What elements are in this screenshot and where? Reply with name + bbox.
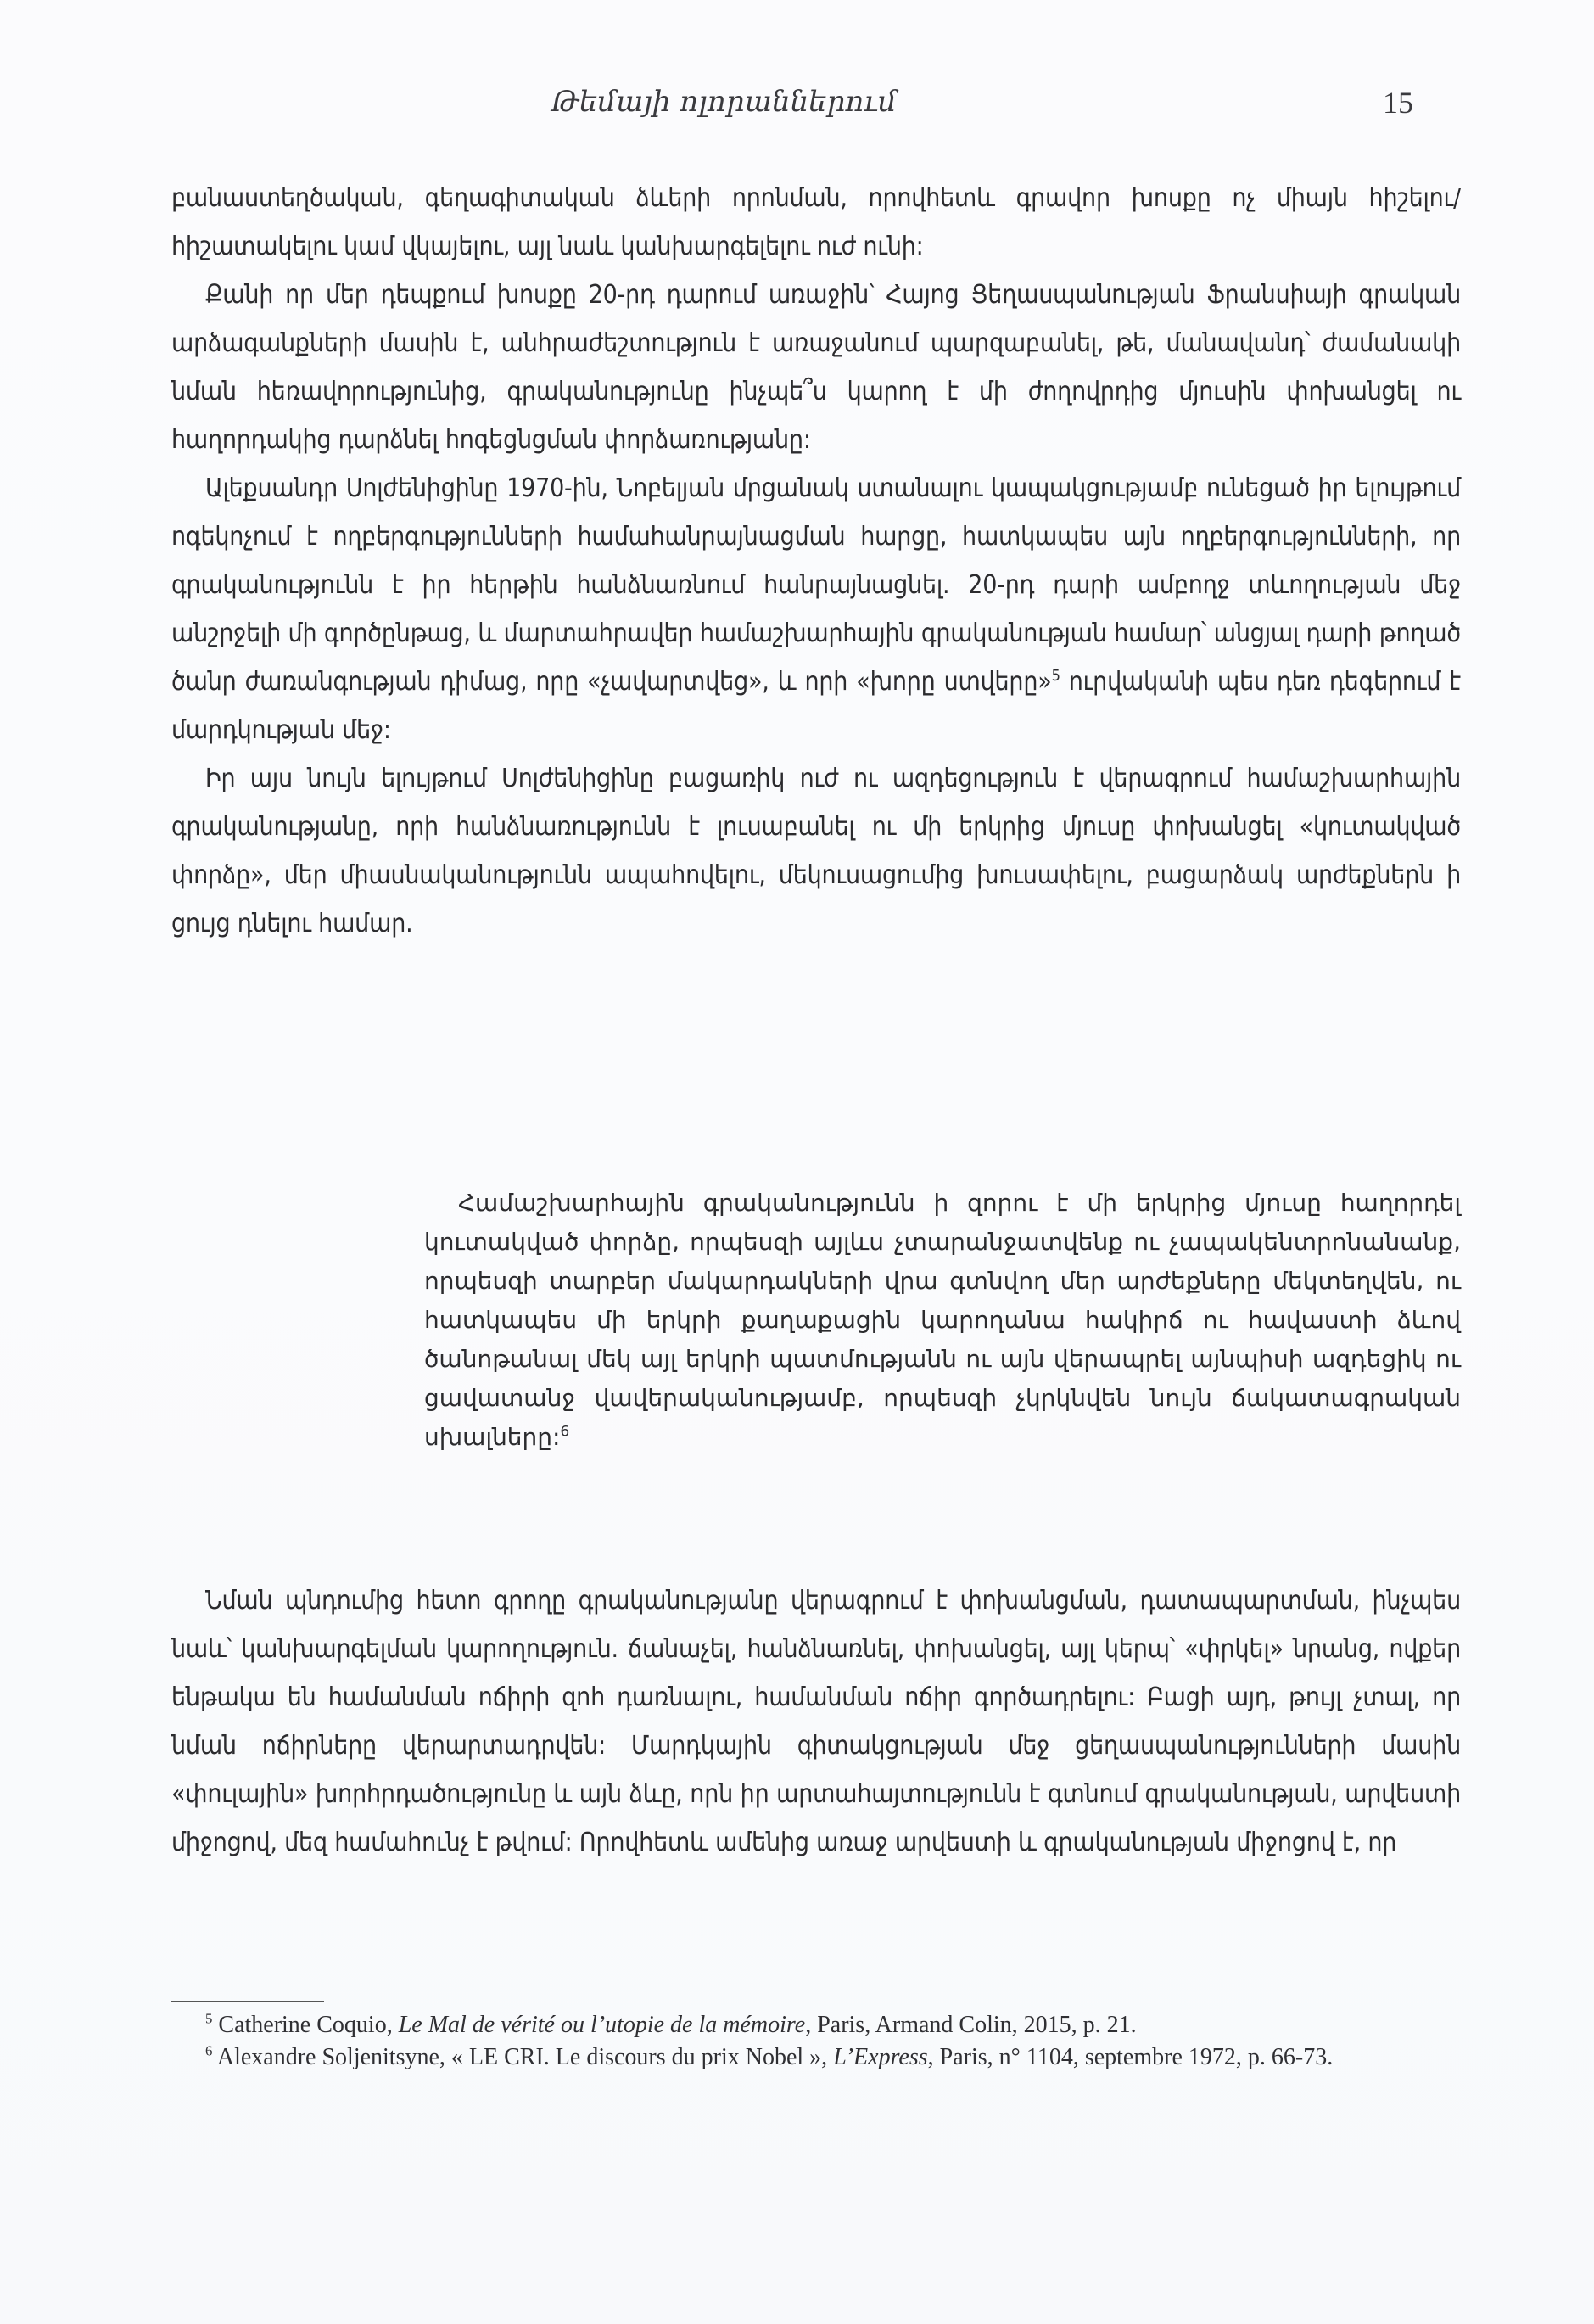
footnote-ref-6[interactable]: 6 (560, 1422, 570, 1440)
running-head (0, 85, 1594, 136)
page-number: 15 (1383, 86, 1413, 120)
block-quote (424, 1184, 1461, 1457)
paragraph-1: բանաստեղծական, գեղագիտական ձևերի որոնման, որովհետև գրավոր խոսքը ոչ միայն հիշելու/հիշատակելու կամ վկայելու, այլ նաև կանխարգելելու ուժ ունի: (171, 183, 1461, 261)
footnote-number: 5 (205, 2010, 213, 2027)
paragraph-3 (171, 464, 1461, 754)
footnote-title: L’Express (833, 2044, 928, 2070)
footnote-title: Le Mal de vérité ou l’utopie de la mémoire (398, 2012, 806, 2038)
footnote-6 (171, 2041, 1461, 2074)
footnote-details: , Paris, n° 1104, septembre 1972, p. 66-73. (927, 2044, 1334, 2070)
main-text-block-2 (171, 1576, 1461, 1867)
paragraph-4: Իր այս նույն ելույթում Սոլժենիցինը բացառիկ ուժ ու ազդեցություն է վերագրում համաշխարհային գրականությանը, որի հանձնառությունն է լուսաբանել ու մի երկրից մյուսը փոխանցել «կուտակված փորձը», մեր միասնականությունն ապահովելու, մեկուսացումից խուսափելու, բացարձակ արժեքներն ի ցույց դնելու համար. (171, 764, 1461, 938)
paragraph-3-continuation: ուրվականի պես դեռ դեգերում է մարդկության մեջ: (171, 667, 1461, 745)
quote-body: Համաշխարհային գրականությունն ի զորու է մի երկրից մյուսը հաղորդել կուտակված փորձը, որպեսզի այլևս չտարանջատվենք ու չապակենտրոնանանք, որպեսզի տարբեր մակարդակների վրա գտնվող մեր արժեքները մեկտեղվեն, ու հատկապես մի երկրի քաղաքացին կարողանա հակիրճ ու հավաստի ձևով ծանոթանալ մեկ այլ երկրի պատմությանն ու այն վերապրել այնպիսի ազդեցիկ ու ցավատանջ վավերականությամբ, որպեսզի չկրկնվեն նույն ճակատագրական սխալները: (424, 1189, 1461, 1451)
paragraph-3-text: Ալեքսանդր Սոլժենիցինը 1970-ին, Նոբելյան մրցանակ ստանալու կապակցությամբ ունեցած իր ելույթում ոգեկոչում է ողբերգությունների համահանրայնացման հարցը, հատկապես այն ողբերգությունների, որ գրականությունն է իր հերթին հանձնառնում հանրայնացնել. 20-րդ դարի ամբողջ տևողության մեջ անշրջելի մի գործընթաց, և մարտահրավեր համաշխարհային գրականության համար՝ անցյալ դարի թողած ծանր ժառանգության դիմաց, որը «չավարտվեց», և որի «խորը ստվերը» (171, 473, 1461, 697)
running-title: Թեմայի ոլորաններում (551, 85, 897, 119)
paragraph-5: Նման պնդումից հետո գրողը գրականությանը վերագրում է փոխանցման, դատապարտման, ինչպես նաև՝ կանխարգելման կարողություն. ճանաչել, հանձնառնել, փոխանցել, այլ կերպ՝ «փրկել» նրանց, ովքեր ենթակա են համանման ոճիրի զոհ դառնալու, համանման ոճիր գործադրելու: Բացի այդ, թույլ չտալ, որ նման ոճիրները վերարտադրվեն: Մարդկային գիտակցության մեջ ցեղասպանությունների մասին «փուլային» խորհրդածությունը և այն ձևը, որն իր արտահայտությունն է գտնում գրականության, արվեստի միջոցով, մեզ համահունչ է թվում: Որովհետև ամենից առաջ արվեստի և գրականության միջոցով է, որ (171, 1586, 1461, 1857)
paragraph-2: Քանի որ մեր դեպքում խոսքը 20-րդ դարում առաջին՝ Հայոց Ցեղասպանության Ֆրանսիայի գրական արձագանքների մասին է, անհրաժեշտություն է առաջանում պարզաբանել, թե, մանավանդ՝ ժամանակի նման հեռավորությունից, գրականությունը ինչպե՞ս կարող է մի ժողովրդից մյուսին փոխանցել ու հաղորդակից դարձնել հոգեցնցման փորձառությանը: (171, 280, 1461, 455)
footnote-details: , Paris, Armand Colin, 2015, p. 21. (805, 2012, 1137, 2038)
footnote-number: 6 (205, 2042, 213, 2059)
footnote-5 (171, 2009, 1461, 2041)
footnote-author: Alexandre Soljenitsyne, « LE CRI. Le discours du prix Nobel », (216, 2044, 834, 2070)
footnote-author: Catherine Coquio, (218, 2012, 399, 2038)
footnote-ref-5[interactable]: 5 (1051, 667, 1060, 685)
main-text-block-1 (171, 174, 1461, 948)
quote-text (424, 1184, 1461, 1457)
footnote-divider (171, 2001, 324, 2002)
footnotes (171, 2009, 1461, 2074)
